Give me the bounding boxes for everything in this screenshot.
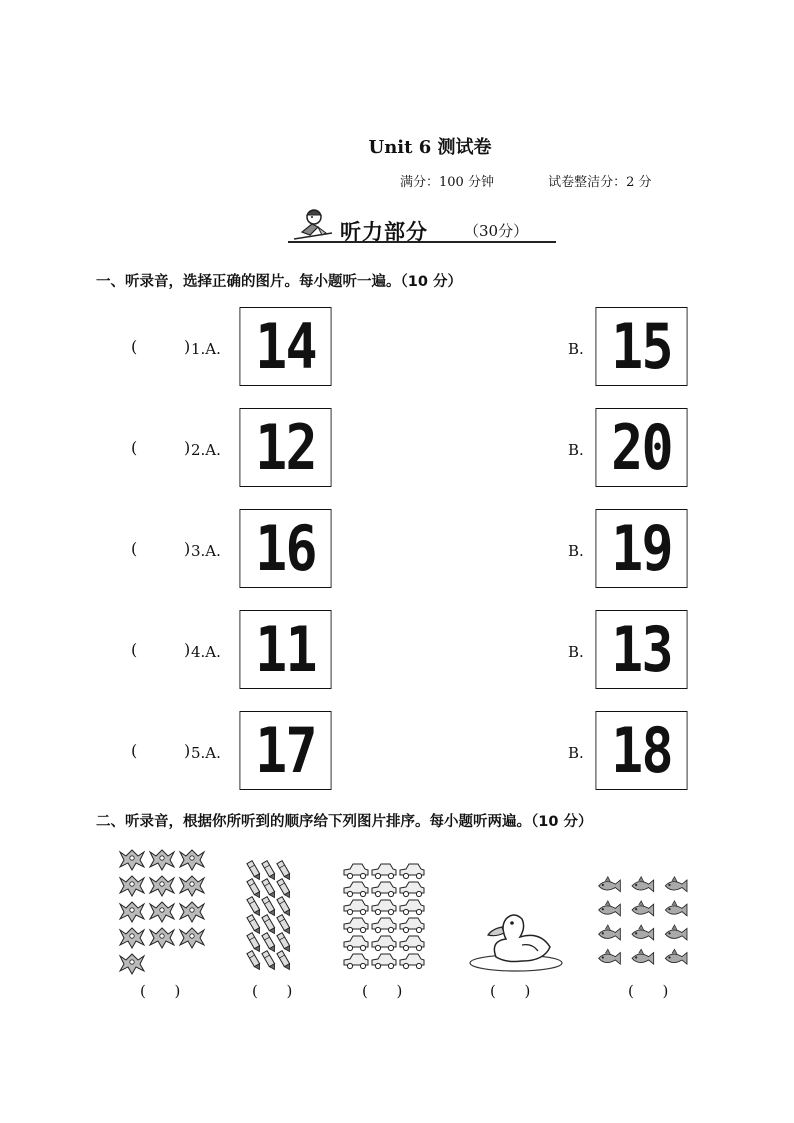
car-icon: [400, 954, 424, 969]
section-score: （30分）: [464, 222, 529, 240]
neatness-score: 试卷整洁分：2 分: [548, 175, 652, 190]
order-answer-blank: ( ): [490, 982, 531, 1000]
crayon-icon: [262, 861, 277, 881]
crayon-icon: [262, 915, 277, 935]
car-icon: [344, 882, 368, 897]
crayon-icon: [247, 861, 262, 881]
question-row: [0, 610, 794, 692]
question-row: [0, 408, 794, 490]
item-label: 4.A.: [191, 643, 221, 661]
fish-icon: [632, 949, 654, 964]
car-icon: [400, 918, 424, 933]
score-info: [400, 171, 652, 190]
question-row: [0, 711, 794, 793]
answer-paren-left: (: [131, 539, 138, 558]
fish-icon: [632, 877, 654, 892]
full-score: 满分：100 分钟: [400, 175, 494, 190]
kites-picture: [114, 846, 214, 976]
car-icon: [372, 918, 396, 933]
kite-icon: [180, 928, 204, 948]
kite-icon: [180, 876, 204, 896]
fish-icon: [665, 925, 687, 940]
kite-icon: [180, 902, 204, 922]
car-icon: [372, 882, 396, 897]
option-b-number: 13: [595, 610, 687, 689]
crayon-icon: [262, 951, 277, 971]
answer-paren-left: (: [131, 741, 138, 760]
item-label: 3.A.: [191, 542, 221, 560]
crayon-icon: [247, 951, 262, 971]
crayons-picture: [240, 858, 340, 988]
answer-paren-right: ): [184, 438, 191, 457]
car-icon: [400, 882, 424, 897]
answer-paren-right: ): [184, 741, 191, 760]
car-icon: [400, 900, 424, 915]
option-b-label: B.: [568, 542, 584, 560]
crayon-icon: [277, 879, 292, 899]
answer-paren-right: ): [184, 640, 191, 659]
option-a-number: 17: [239, 711, 331, 790]
car-icon: [344, 900, 368, 915]
item-label: 5.A.: [191, 744, 221, 762]
section-title: 听力部分: [340, 220, 428, 244]
item-label: 2.A.: [191, 441, 221, 459]
kite-icon: [150, 902, 174, 922]
option-b-number: 19: [595, 509, 687, 588]
question-row: [0, 307, 794, 389]
order-answer-blank: ( ): [362, 982, 403, 1000]
answer-paren-left: (: [131, 640, 138, 659]
option-b-number: 15: [595, 307, 687, 386]
car-icon: [372, 936, 396, 951]
kite-icon: [120, 902, 144, 922]
answer-paren-left: (: [131, 438, 138, 457]
kite-icon: [150, 928, 174, 948]
fish-icon: [665, 949, 687, 964]
fish-icon: [599, 877, 621, 892]
car-icon: [372, 954, 396, 969]
crayon-icon: [262, 879, 277, 899]
option-a-number: 14: [239, 307, 331, 386]
answer-paren-right: ): [184, 539, 191, 558]
car-icon: [400, 936, 424, 951]
fish-picture: [592, 860, 692, 990]
fish-icon: [665, 901, 687, 916]
duck-icon: [466, 905, 566, 975]
crayon-icon: [247, 933, 262, 953]
item-label: 1.A.: [191, 340, 221, 358]
question-row: [0, 509, 794, 591]
crayon-icon: [277, 897, 292, 917]
kite-icon: [150, 876, 174, 896]
option-a-number: 16: [239, 509, 331, 588]
crayon-icon: [277, 951, 292, 971]
kite-icon: [120, 928, 144, 948]
option-b-label: B.: [568, 340, 584, 358]
fish-icon: [599, 901, 621, 916]
kite-icon: [120, 850, 144, 870]
crayon-icon: [277, 861, 292, 881]
cars-picture: [340, 858, 440, 988]
option-a-number: 12: [239, 408, 331, 487]
order-answer-blank: ( ): [628, 982, 669, 1000]
crayon-icon: [262, 897, 277, 917]
kite-icon: [180, 850, 204, 870]
car-icon: [372, 900, 396, 915]
car-icon: [344, 864, 368, 879]
question-2-heading: 二、听录音，根据你所听到的顺序给下列图片排序。每小题听两遍。（10 分）: [96, 814, 593, 830]
car-icon: [400, 864, 424, 879]
kite-icon: [120, 954, 144, 974]
option-b-number: 18: [595, 711, 687, 790]
kite-icon: [120, 876, 144, 896]
option-b-label: B.: [568, 643, 584, 661]
car-icon: [372, 864, 396, 879]
order-answer-blank: ( ): [252, 982, 293, 1000]
option-b-label: B.: [568, 441, 584, 459]
option-b-label: B.: [568, 744, 584, 762]
page-title: Unit 6 测试卷: [368, 137, 492, 158]
crayon-icon: [247, 879, 262, 899]
option-b-number: 20: [595, 408, 687, 487]
fish-icon: [665, 877, 687, 892]
answer-paren-right: ): [184, 337, 191, 356]
crayon-icon: [262, 933, 277, 953]
crayon-icon: [277, 933, 292, 953]
car-icon: [344, 918, 368, 933]
car-icon: [344, 936, 368, 951]
fish-icon: [599, 925, 621, 940]
order-answer-blank: ( ): [140, 982, 181, 1000]
question-1-heading: 一、听录音，选择正确的图片。每小题听一遍。（10 分）: [96, 274, 462, 290]
fish-icon: [599, 949, 621, 964]
crayon-icon: [247, 897, 262, 917]
fish-icon: [632, 925, 654, 940]
answer-paren-left: (: [131, 337, 138, 356]
option-a-number: 11: [239, 610, 331, 689]
crayon-icon: [247, 915, 262, 935]
car-icon: [344, 954, 368, 969]
boy-icon: [288, 205, 336, 245]
fish-icon: [632, 901, 654, 916]
kite-icon: [150, 850, 174, 870]
crayon-icon: [277, 915, 292, 935]
section-banner: [288, 205, 556, 245]
banner-underline: [288, 241, 556, 243]
